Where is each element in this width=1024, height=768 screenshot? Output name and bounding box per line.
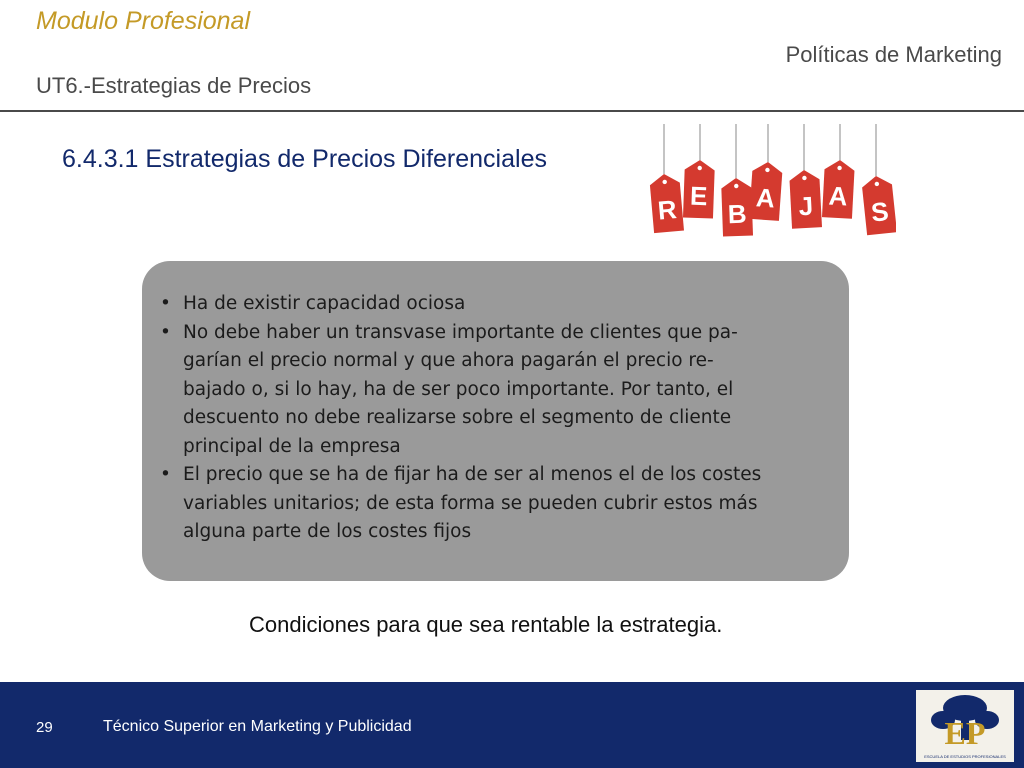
sale-tag	[861, 124, 896, 235]
condition-item	[158, 290, 836, 319]
condition-line: garían el precio normal y que ahora pagarán el precio re-	[183, 350, 714, 371]
header-divider	[0, 110, 1024, 112]
sale-tag-letter: E	[689, 180, 708, 212]
sale-tags-illustration	[640, 124, 896, 248]
sale-tag	[749, 124, 783, 221]
sale-tag-letter: B	[727, 198, 748, 230]
subject-title: Políticas de Marketing	[785, 42, 1002, 67]
logo-caption: ESCUELA DE ESTUDIOS PROFESIONALES	[924, 754, 1006, 759]
condition-line: alguna parte de los costes fijos	[183, 521, 472, 542]
condition-line: El precio que se ha de fijar ha de ser al menos el de los costes	[183, 464, 762, 485]
sale-tag-letter: A	[827, 180, 849, 212]
conditions-box	[142, 261, 849, 581]
page-number: 29	[36, 719, 53, 736]
condition-item	[158, 319, 836, 462]
logo-letters: EP	[944, 715, 986, 751]
sale-tag-letter: S	[869, 195, 890, 228]
bullet-icon: •	[160, 321, 171, 343]
sale-tag	[822, 124, 855, 219]
sale-tag	[789, 124, 822, 229]
tree-logo-icon	[916, 690, 1014, 762]
bullet-icon: •	[160, 464, 171, 485]
sale-tag-letter: A	[755, 182, 776, 214]
sale-tag-letter: R	[656, 194, 678, 226]
condition-item	[158, 461, 836, 547]
figure-caption: Condiciones para que sea rentable la estrategia.	[249, 612, 723, 637]
condition-line: No debe haber un transvase importante de clientes que pa-	[183, 321, 738, 343]
course-title: Modulo Profesional	[36, 7, 251, 35]
sale-tag	[649, 124, 684, 233]
footer-bar	[0, 682, 1024, 768]
condition-line: Ha de existir capacidad ociosa	[183, 293, 466, 314]
condition-line: bajado o, si lo hay, ha de ser poco importante. Por tanto, el	[183, 378, 734, 400]
school-logo	[916, 690, 1014, 762]
sale-tag-letter: J	[797, 190, 814, 222]
condition-line: variables unitarios; de esta forma se pueden cubrir estos más	[183, 492, 758, 514]
sale-tag	[721, 124, 753, 236]
condition-line: principal de la empresa	[183, 435, 401, 457]
condition-line: descuento no debe realizarse sobre el segmento de cliente	[183, 407, 732, 428]
section-title: 6.4.3.1 Estrategias de Precios Diferenciales	[62, 145, 547, 173]
footer-text: Técnico Superior en Marketing y Publicidad	[103, 718, 412, 735]
bullet-icon: •	[160, 293, 171, 314]
unit-title: UT6.-Estrategias de Precios	[36, 73, 312, 98]
sale-tag	[683, 124, 715, 218]
conditions-list	[158, 290, 836, 547]
